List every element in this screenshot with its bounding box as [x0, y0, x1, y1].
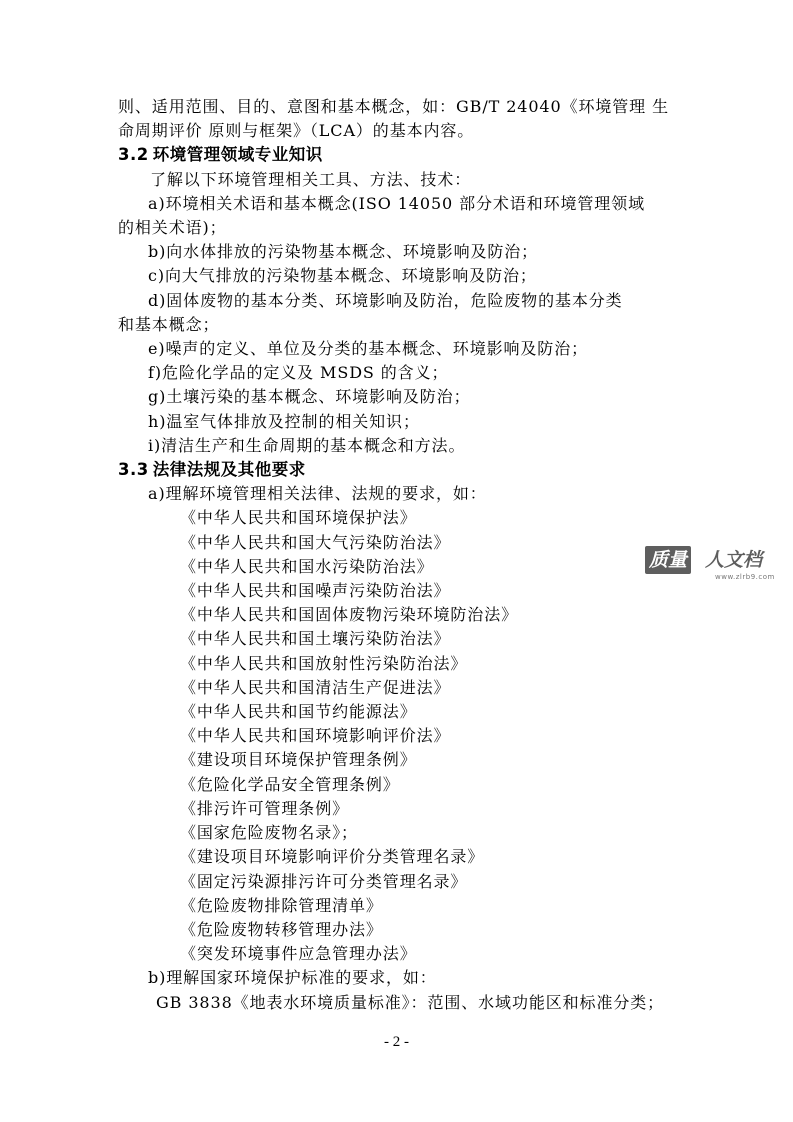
section-3-3-title: 法律法规及其他要求 — [152, 460, 306, 480]
law-list-item: 《中华人民共和国大气污染防治法》 — [180, 532, 451, 552]
law-list-item: 《建设项目环境保护管理条例》 — [180, 750, 417, 770]
list-item — [118, 192, 683, 216]
section-3-2-number: 3.2 — [118, 145, 149, 165]
intro-line-1: 则、适用范围、目的、意图和基本概念，如：GB/T 24040《环境管理 生 — [118, 97, 669, 116]
section-3-2-heading — [118, 143, 683, 167]
law-list — [118, 506, 683, 966]
section-3-3-heading — [118, 458, 683, 482]
law-list-item: 《突发环境事件应急管理办法》 — [180, 944, 417, 964]
list-item: g)土壤污染的基本概念、环境影响及防治； — [148, 387, 471, 407]
list-item: h)温室气体排放及控制的相关知识； — [148, 411, 420, 431]
list-item: i)清洁生产和生命周期的基本概念和方法。 — [148, 435, 466, 455]
watermark-box-text: 质量 — [645, 546, 691, 574]
law-list-item: 《建设项目环境影响评价分类管理名录》 — [180, 847, 485, 867]
law-list-item: 《中华人民共和国清洁生产促进法》 — [180, 677, 451, 697]
list-item: f)危险化学品的定义及 MSDS 的含义； — [148, 363, 449, 383]
section-3-3-item-a: a)理解环境管理相关法律、法规的要求，如： — [148, 484, 487, 504]
item-d-line-2: 和基本概念； — [118, 314, 220, 334]
law-list-item: 《中华人民共和国环境影响评价法》 — [180, 726, 451, 746]
law-list-item: 《中华人民共和国节约能源法》 — [180, 702, 417, 722]
watermark-rest-text: 人文档 — [705, 549, 763, 571]
intro-line-2: 命周期评价 原则与框架》（LCA）的基本内容。 — [118, 121, 475, 141]
page-number: - 2 - — [384, 1034, 409, 1050]
law-list-item: 《中华人民共和国放射性污染防治法》 — [180, 653, 468, 673]
gb-standard-line: GB 3838《地表水环境质量标准》：范围、水域功能区和标准分类； — [156, 992, 665, 1012]
item-d-line-1: d)固体废物的基本分类、环境影响及防治，危险废物的基本分类 — [148, 290, 623, 310]
law-list-item: 《国家危险废物名录》； — [180, 823, 358, 843]
law-list-item: 《排污许可管理条例》 — [180, 798, 350, 818]
law-list-item: 《固定污染源排污许可分类管理名录》 — [180, 871, 468, 891]
list-item: e)噪声的定义、单位及分类的基本概念、环境影响及防治； — [148, 339, 589, 359]
law-list-item: 《中华人民共和国环境保护法》 — [180, 508, 417, 528]
item-a-line-2: 的相关术语)； — [118, 218, 227, 238]
section-3-2-title: 环境管理领域专业知识 — [152, 145, 323, 165]
law-list-item: 《中华人民共和国固体废物污染环境防治法》 — [180, 605, 519, 625]
section-3-3-number: 3.3 — [118, 460, 149, 480]
law-list-item: 《中华人民共和国土壤污染防治法》 — [180, 629, 451, 649]
item-a-line-1: a)环境相关术语和基本概念(ISO 14050 部分术语和环境管理领域 — [148, 193, 645, 213]
law-list-item: 《危险废物排除管理清单》 — [180, 895, 383, 915]
law-list-item: 《中华人民共和国噪声污染防治法》 — [180, 581, 451, 601]
law-list-item: 《危险化学品安全管理条例》 — [180, 774, 400, 794]
list-item: b)向水体排放的污染物基本概念、环境影响及防治； — [148, 242, 539, 262]
page-content — [118, 95, 683, 1015]
watermark-logo — [645, 546, 785, 586]
section-3-3-item-b: b)理解国家环境保护标准的要求，如： — [148, 968, 437, 988]
list-item: c)向大气排放的污染物基本概念、环境影响及防治； — [148, 266, 537, 286]
section-3-2-intro: 了解以下环境管理相关工具、方法、技术： — [150, 169, 472, 189]
law-list-item: 《中华人民共和国水污染防治法》 — [180, 556, 434, 576]
watermark-url: www.zlrb9.com — [715, 573, 775, 581]
law-list-item: 《危险废物转移管理办法》 — [180, 919, 383, 939]
